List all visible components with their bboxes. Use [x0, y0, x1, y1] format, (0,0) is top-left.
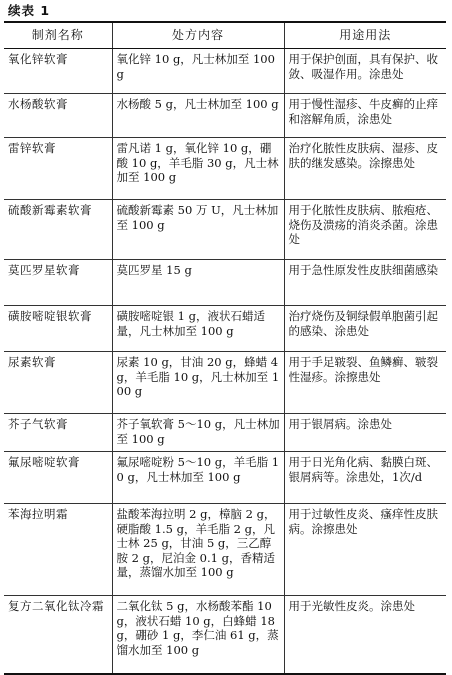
preparation-name: 雷锌软膏 [4, 138, 112, 200]
table-row [4, 596, 446, 674]
table-row [4, 352, 446, 414]
header-row [4, 22, 446, 49]
preparation-name: 复方二氧化钛冷霜 [4, 596, 112, 674]
table-row [4, 94, 446, 138]
prescription-table [4, 21, 446, 675]
table-row [4, 452, 446, 504]
formula-cell: 莫匹罗星 15 g [112, 260, 284, 306]
table-row [4, 306, 446, 352]
usage-cell: 治疗烧伤及铜绿假单胞菌引起的感染、涂患处 [284, 306, 446, 352]
usage-cell: 用于银屑病。涂患处 [284, 414, 446, 452]
formula-cell: 水杨酸 5 g，凡士林加至 100 g [112, 94, 284, 138]
formula-cell: 氟尿嘧啶粉 5～10 g，羊毛脂 10 g，凡士林加至 100 g [112, 452, 284, 504]
preparation-name: 氧化锌软膏 [4, 49, 112, 94]
preparation-name: 硫酸新霉素软膏 [4, 200, 112, 260]
formula-cell: 雷凡诺 1 g，氧化锌 10 g，硼酸 10 g，羊毛脂 30 g，凡士林加至 100 g [112, 138, 284, 200]
formula-cell: 芥子氧软膏 5～10 g，凡士林加至 100 g [112, 414, 284, 452]
formula-cell: 尿素 10 g，甘油 20 g，蜂蜡 4 g，羊毛脂 10 g，凡士林加至 100 g [112, 352, 284, 414]
formula-cell: 二氧化钛 5 g，水杨酸苯酯 10 g，液状石蜡 10 g，白蜂蜡 18 g，硼砂 1 g，李仁油 61 g，蒸馏水加至 100 g [112, 596, 284, 674]
preparation-name: 苯海拉明霜 [4, 504, 112, 596]
preparation-name: 芥子气软膏 [4, 414, 112, 452]
table-row [4, 504, 446, 596]
header-usage: 用途用法 [284, 22, 446, 49]
usage-cell: 用于手足皲裂、鱼鳞癣、皲裂性湿疹。涂擦患处 [284, 352, 446, 414]
preparation-name: 莫匹罗星软膏 [4, 260, 112, 306]
usage-cell: 用于光敏性皮炎。涂患处 [284, 596, 446, 674]
table-header [4, 22, 446, 49]
usage-cell: 用于日光角化病、黏膜白斑、银屑病等。涂患处，1次/d [284, 452, 446, 504]
table-caption: 续表 1 [8, 3, 51, 18]
usage-cell: 用于过敏性皮炎、瘙痒性皮肤病。涂擦患处 [284, 504, 446, 596]
table-row [4, 49, 446, 94]
usage-cell: 用于保护创面，具有保护、收敛、吸湿作用。涂患处 [284, 49, 446, 94]
table-row [4, 200, 446, 260]
preparation-name: 水杨酸软膏 [4, 94, 112, 138]
formula-cell: 硫酸新霉素 50 万 U，凡士林加至 100 g [112, 200, 284, 260]
usage-cell: 用于急性原发性皮肤细菌感染 [284, 260, 446, 306]
preparation-name: 氟尿嘧啶软膏 [4, 452, 112, 504]
header-preparation-name: 制剂名称 [4, 22, 112, 49]
preparation-name: 磺胺嘧啶银软膏 [4, 306, 112, 352]
formula-cell: 磺胺嘧啶银 1 g，液状石蜡适量，凡士林加至 100 g [112, 306, 284, 352]
header-formula: 处方内容 [112, 22, 284, 49]
formula-cell: 氧化锌 10 g，凡士林加至 100 g [112, 49, 284, 94]
usage-cell: 用于慢性湿疹、牛皮癣的止痒和溶解角质，涂患处 [284, 94, 446, 138]
preparation-name: 尿素软膏 [4, 352, 112, 414]
usage-cell: 用于化脓性皮肤病、脓疱疮、烧伤及溃疡的消炎杀菌。涂患处 [284, 200, 446, 260]
table-row [4, 414, 446, 452]
table-body [4, 49, 446, 674]
table-row [4, 138, 446, 200]
formula-cell: 盐酸苯海拉明 2 g，樟脑 2 g，硬脂酸 1.5 g，羊毛脂 2 g，凡士林 25 g，甘油 5 g，三乙醇胺 2 g，尼泊金 0.1 g，香精适量，蒸馏水加至 100 g [112, 504, 284, 596]
usage-cell: 治疗化脓性皮肤病、湿疹、皮肤的继发感染。涂擦患处 [284, 138, 446, 200]
table-row [4, 260, 446, 306]
